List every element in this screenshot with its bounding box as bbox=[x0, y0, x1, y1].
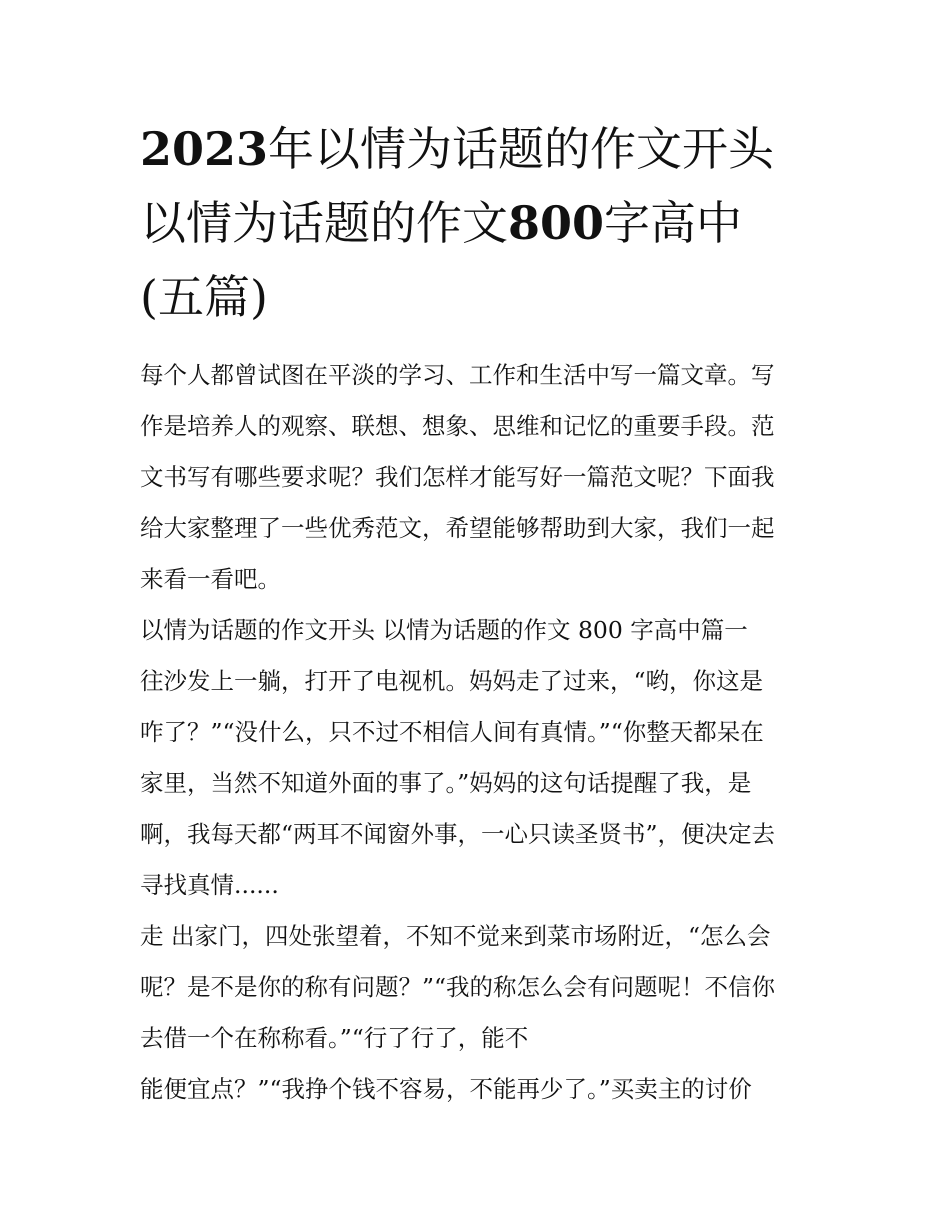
document-body bbox=[140, 350, 812, 1115]
title-year: 2023 bbox=[140, 122, 269, 176]
document-page bbox=[140, 112, 812, 1115]
body-line: 每个人都曾试图在平淡的学习、工作和生活中写一篇文章。写 bbox=[140, 361, 775, 389]
body-line: 啊，我每天都“两耳不闻窗外事，一心只读圣贤书”，便决定去 bbox=[140, 820, 776, 848]
title-line-2-text-a: 以情为话题的作文 bbox=[140, 196, 508, 250]
body-line: 来看一看吧。 bbox=[140, 565, 281, 593]
body-line: 文书写有哪些要求呢？我们怎样才能写好一篇范文呢？下面我 bbox=[140, 463, 775, 491]
title-line-3 bbox=[140, 260, 812, 334]
body-line: 作是培养人的观察、联想、想象、思维和记忆的重要手段。范 bbox=[140, 412, 775, 440]
title-line-1-text: 年以情为话题的作文开头 bbox=[268, 122, 775, 176]
body-line: 走 出家门，四处张望着，不知不觉来到菜市场附近，“怎么会 bbox=[140, 922, 771, 950]
title-line-3-text: (五篇) bbox=[140, 270, 268, 324]
document-title bbox=[140, 112, 812, 334]
body-line: 给大家整理了一些优秀范文，希望能够帮助到大家，我们一起 bbox=[140, 514, 775, 542]
body-line: 呢？是不是你的称有问题？”“我的称怎么会有问题呢！不信你 bbox=[140, 973, 776, 1001]
body-line: 往沙发上一躺，打开了电视机。妈妈走了过来，“哟，你这是 bbox=[140, 667, 764, 695]
title-line-2-text-b: 字高中 bbox=[604, 196, 743, 250]
title-line-2 bbox=[140, 186, 812, 260]
title-line-1 bbox=[140, 112, 812, 186]
body-line: 家里，当然不知道外面的事了。”妈妈的这句话提醒了我，是 bbox=[140, 769, 752, 797]
body-line: 寻找真情...... bbox=[140, 871, 279, 899]
body-line: 咋了？”“没什么，只不过不相信人间有真情。”“你整天都呆在 bbox=[140, 718, 764, 746]
body-line: 去借一个在称称看。”“行了行了，能不 bbox=[140, 1024, 529, 1052]
section-heading: 以情为话题的作文开头 以情为话题的作文 800 字高中篇一 bbox=[140, 616, 748, 644]
title-word-count: 800 bbox=[508, 196, 605, 250]
body-line: 能便宜点？”“我挣个钱不容易，不能再少了。”买卖主的讨价 bbox=[140, 1075, 752, 1103]
